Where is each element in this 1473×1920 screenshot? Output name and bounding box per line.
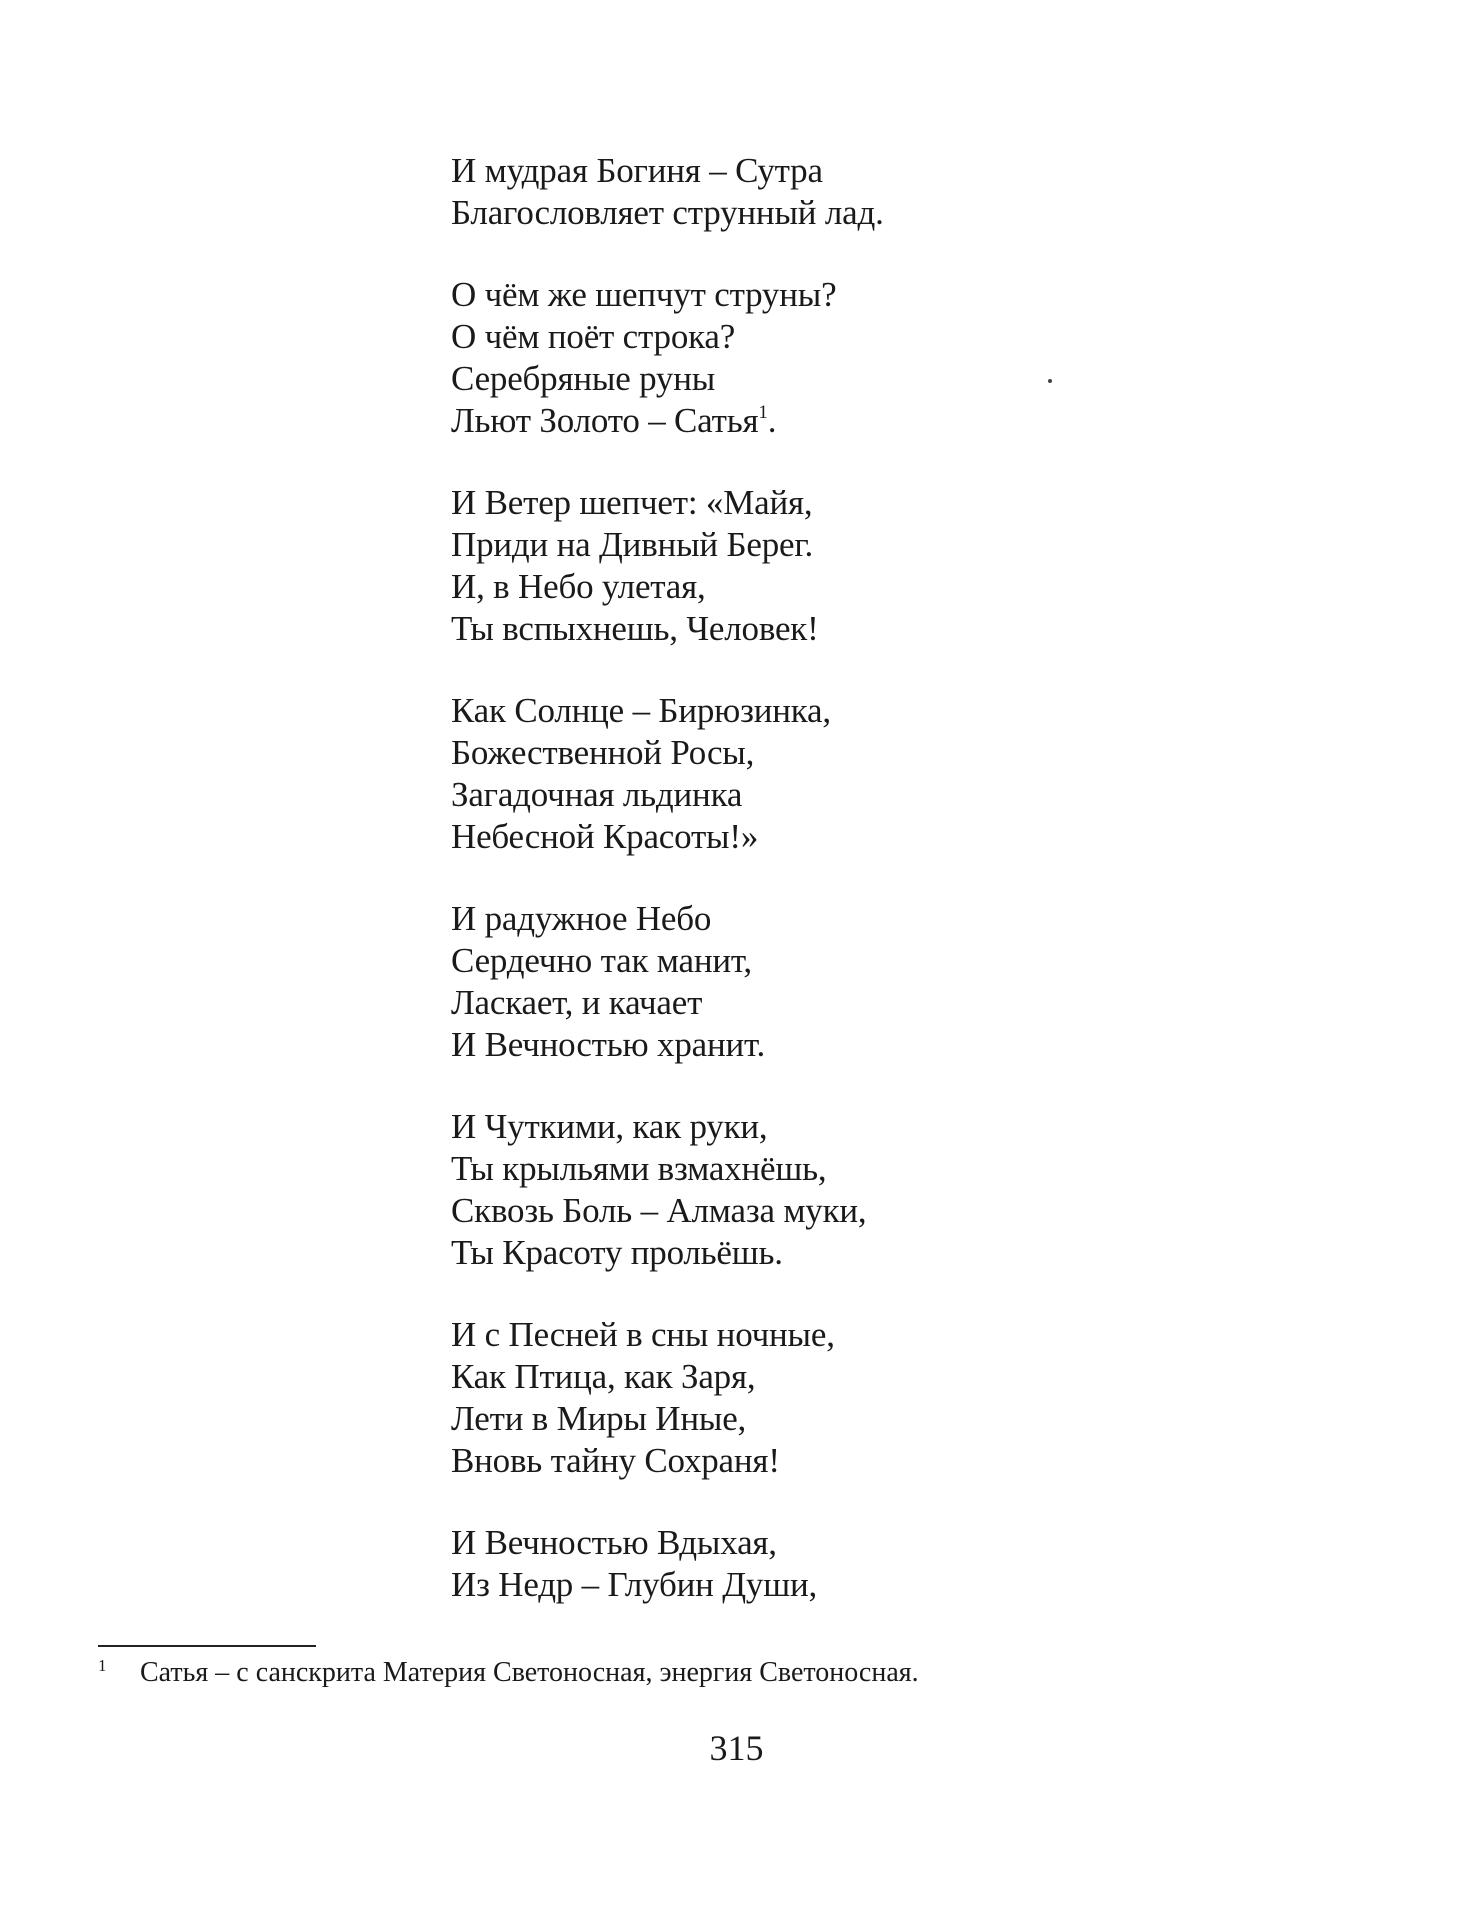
stanza — [451, 1522, 1151, 1606]
page-number: 315 — [709, 1728, 764, 1768]
poem-line: Серебряные руны — [451, 359, 716, 398]
poem-line: Загадочная льдинка — [451, 775, 743, 814]
stanza — [451, 274, 1151, 442]
footnote-text: Сатья – с санскрита Материя Светоносная, энергия Светоносная. — [140, 1657, 919, 1688]
poem-line: Из Недр – Глубин Души, — [451, 1565, 818, 1604]
poem-line: И радужное Небо — [451, 899, 712, 938]
stanza — [451, 150, 1151, 234]
poem-line: И, в Небо улетая, — [451, 567, 706, 606]
poem-line: Ты вспыхнешь, Человек! — [451, 609, 819, 648]
stanza — [451, 690, 1151, 858]
poem-line: И с Песней в сны ночные, — [451, 1315, 835, 1354]
poem-line: Лети в Миры Иные, — [451, 1399, 747, 1438]
poem-line-with-footnote — [451, 400, 1151, 442]
poem-line: И Вечностью Вдыхая, — [451, 1523, 777, 1562]
scan-speck — [1048, 379, 1052, 383]
poem-line: Приди на Дивный Берег. — [451, 525, 814, 564]
poem-line: Сквозь Боль – Алмаза муки, — [451, 1191, 867, 1230]
poem-line: Как Солнце – Бирюзинка, — [451, 691, 831, 730]
poem-line: Вновь тайну Сохраня! — [451, 1441, 780, 1480]
poem-line: И Чуткими, как руки, — [451, 1107, 768, 1146]
footnote-reference: 1 — [758, 402, 768, 423]
stanza — [451, 898, 1151, 1066]
stanza — [451, 1106, 1151, 1274]
poem-line: Ты крыльями взмахнёшь, — [451, 1149, 827, 1188]
poem-line: И Ветер шепчет: «Майя, — [451, 483, 813, 522]
stanza — [451, 482, 1151, 650]
poem-line: Ласкает, и качает — [451, 983, 703, 1022]
poem — [451, 150, 1151, 1646]
poem-line: Сердечно так манит, — [451, 941, 752, 980]
poem-line: Как Птица, как Заря, — [451, 1357, 756, 1396]
line-end-punctuation: . — [767, 401, 777, 440]
poem-line: И мудрая Богиня – Сутра — [451, 151, 823, 190]
poem-line: О чём же шепчут струны? — [451, 275, 837, 314]
poem-line: Ты Красоту прольёшь. — [451, 1233, 783, 1272]
poem-line-text: Льют Золото – Сатья — [451, 401, 759, 440]
poem-line: Благословляет струнный лад. — [451, 193, 884, 232]
poem-line: И Вечностью хранит. — [451, 1025, 766, 1064]
poem-line: Божественной Росы, — [451, 733, 755, 772]
footnote-divider — [98, 1645, 316, 1647]
footnote: 1 Сатья – с санскрита Материя Светоносная, энергия Светоносная. — [98, 1656, 919, 1688]
poem-line: Небесной Красоты!» — [451, 817, 759, 856]
stanza — [451, 1314, 1151, 1482]
poem-line: О чём поёт строка? — [451, 317, 736, 356]
